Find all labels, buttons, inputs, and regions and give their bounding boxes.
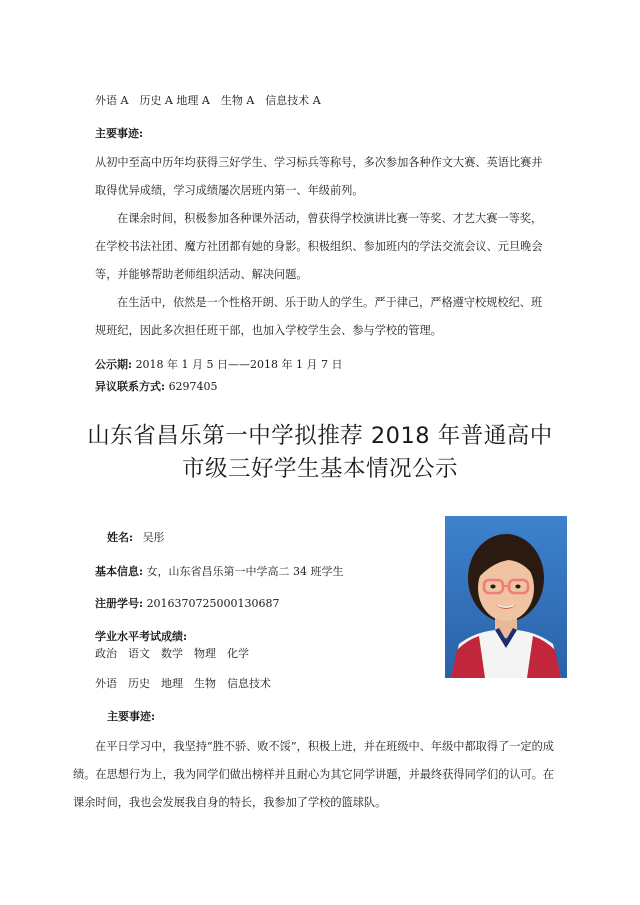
registration-value: 2016370725000130687 <box>146 597 280 610</box>
basic-info-label: 基本信息: <box>95 565 144 578</box>
name-label: 姓名: <box>107 531 134 544</box>
registration-label: 注册学号: <box>95 597 144 610</box>
contact-value: 6297405 <box>168 380 218 393</box>
contact-line <box>95 380 218 394</box>
basic-info-value: 女，山东省昌乐第一中学高二 34 班学生 <box>146 565 344 578</box>
subjects-grades-line: 外语 A 历史 A 地理 A 生物 A 信息技术 A <box>95 94 321 107</box>
student-portrait-icon <box>445 516 567 678</box>
exam-subjects-row-1: 政治 语文 数学 物理 化学 <box>95 647 249 660</box>
publicity-label: 公示期: <box>95 358 133 371</box>
deeds-paragraph-1: 从初中至高中历年均获得三好学生、学习标兵等称号，多次参加各种作文大赛、英语比赛并取得优异成绩，学习成绩屡次居班内第一、年级前列。 <box>95 156 543 197</box>
student-deeds-paragraph: 在平日学习中，我坚持“胜不骄、败不馁”，积极上进，并在班级中、年级中都取得了一定的成绩。在思想行为上，我为同学们做出榜样并且耐心为其它同学讲题，并最终获得同学们的认可。在课余时间，我也会发展我自身的特长，我参加了学校的篮球队。 <box>73 740 555 809</box>
basic-info-line <box>95 565 344 579</box>
publicity-period <box>95 358 343 372</box>
document-title-line-1: 山东省昌乐第一中学拟推荐 2018 年普通高中 <box>87 423 553 449</box>
exam-subjects-row-2: 外语 历史 地理 生物 信息技术 <box>95 677 271 690</box>
contact-label: 异议联系方式: <box>95 380 166 393</box>
registration-line <box>95 597 280 611</box>
student-deeds-label: 主要事迹: <box>107 710 156 723</box>
deeds-paragraph-3: 在生活中，依然是一个性格开朗、乐于助人的学生。严于律己，严格遵守校规校纪、班规班纪，因此多次担任班干部，也加入学校学生会、参与学校的管理。 <box>95 296 543 337</box>
name-value: 吴彤 <box>142 531 165 544</box>
name-line <box>107 531 165 545</box>
student-photo <box>445 516 567 678</box>
exam-scores-label: 学业水平考试成绩: <box>95 630 188 643</box>
document-title-line-2: 市级三好学生基本情况公示 <box>181 456 458 482</box>
deeds-label: 主要事迹: <box>95 127 144 140</box>
publicity-value: 2018 年 1 月 5 日——2018 年 1 月 7 日 <box>135 358 343 371</box>
deeds-paragraph-2: 在课余时间，积极参加各种课外活动，曾获得学校演讲比赛一等奖、才艺大赛一等奖，在学校书法社团、魔方社团都有她的身影。积极组织、参加班内的学法交流会议、元旦晚会等，并能够帮助老师组织活动、解决问题。 <box>95 212 543 281</box>
